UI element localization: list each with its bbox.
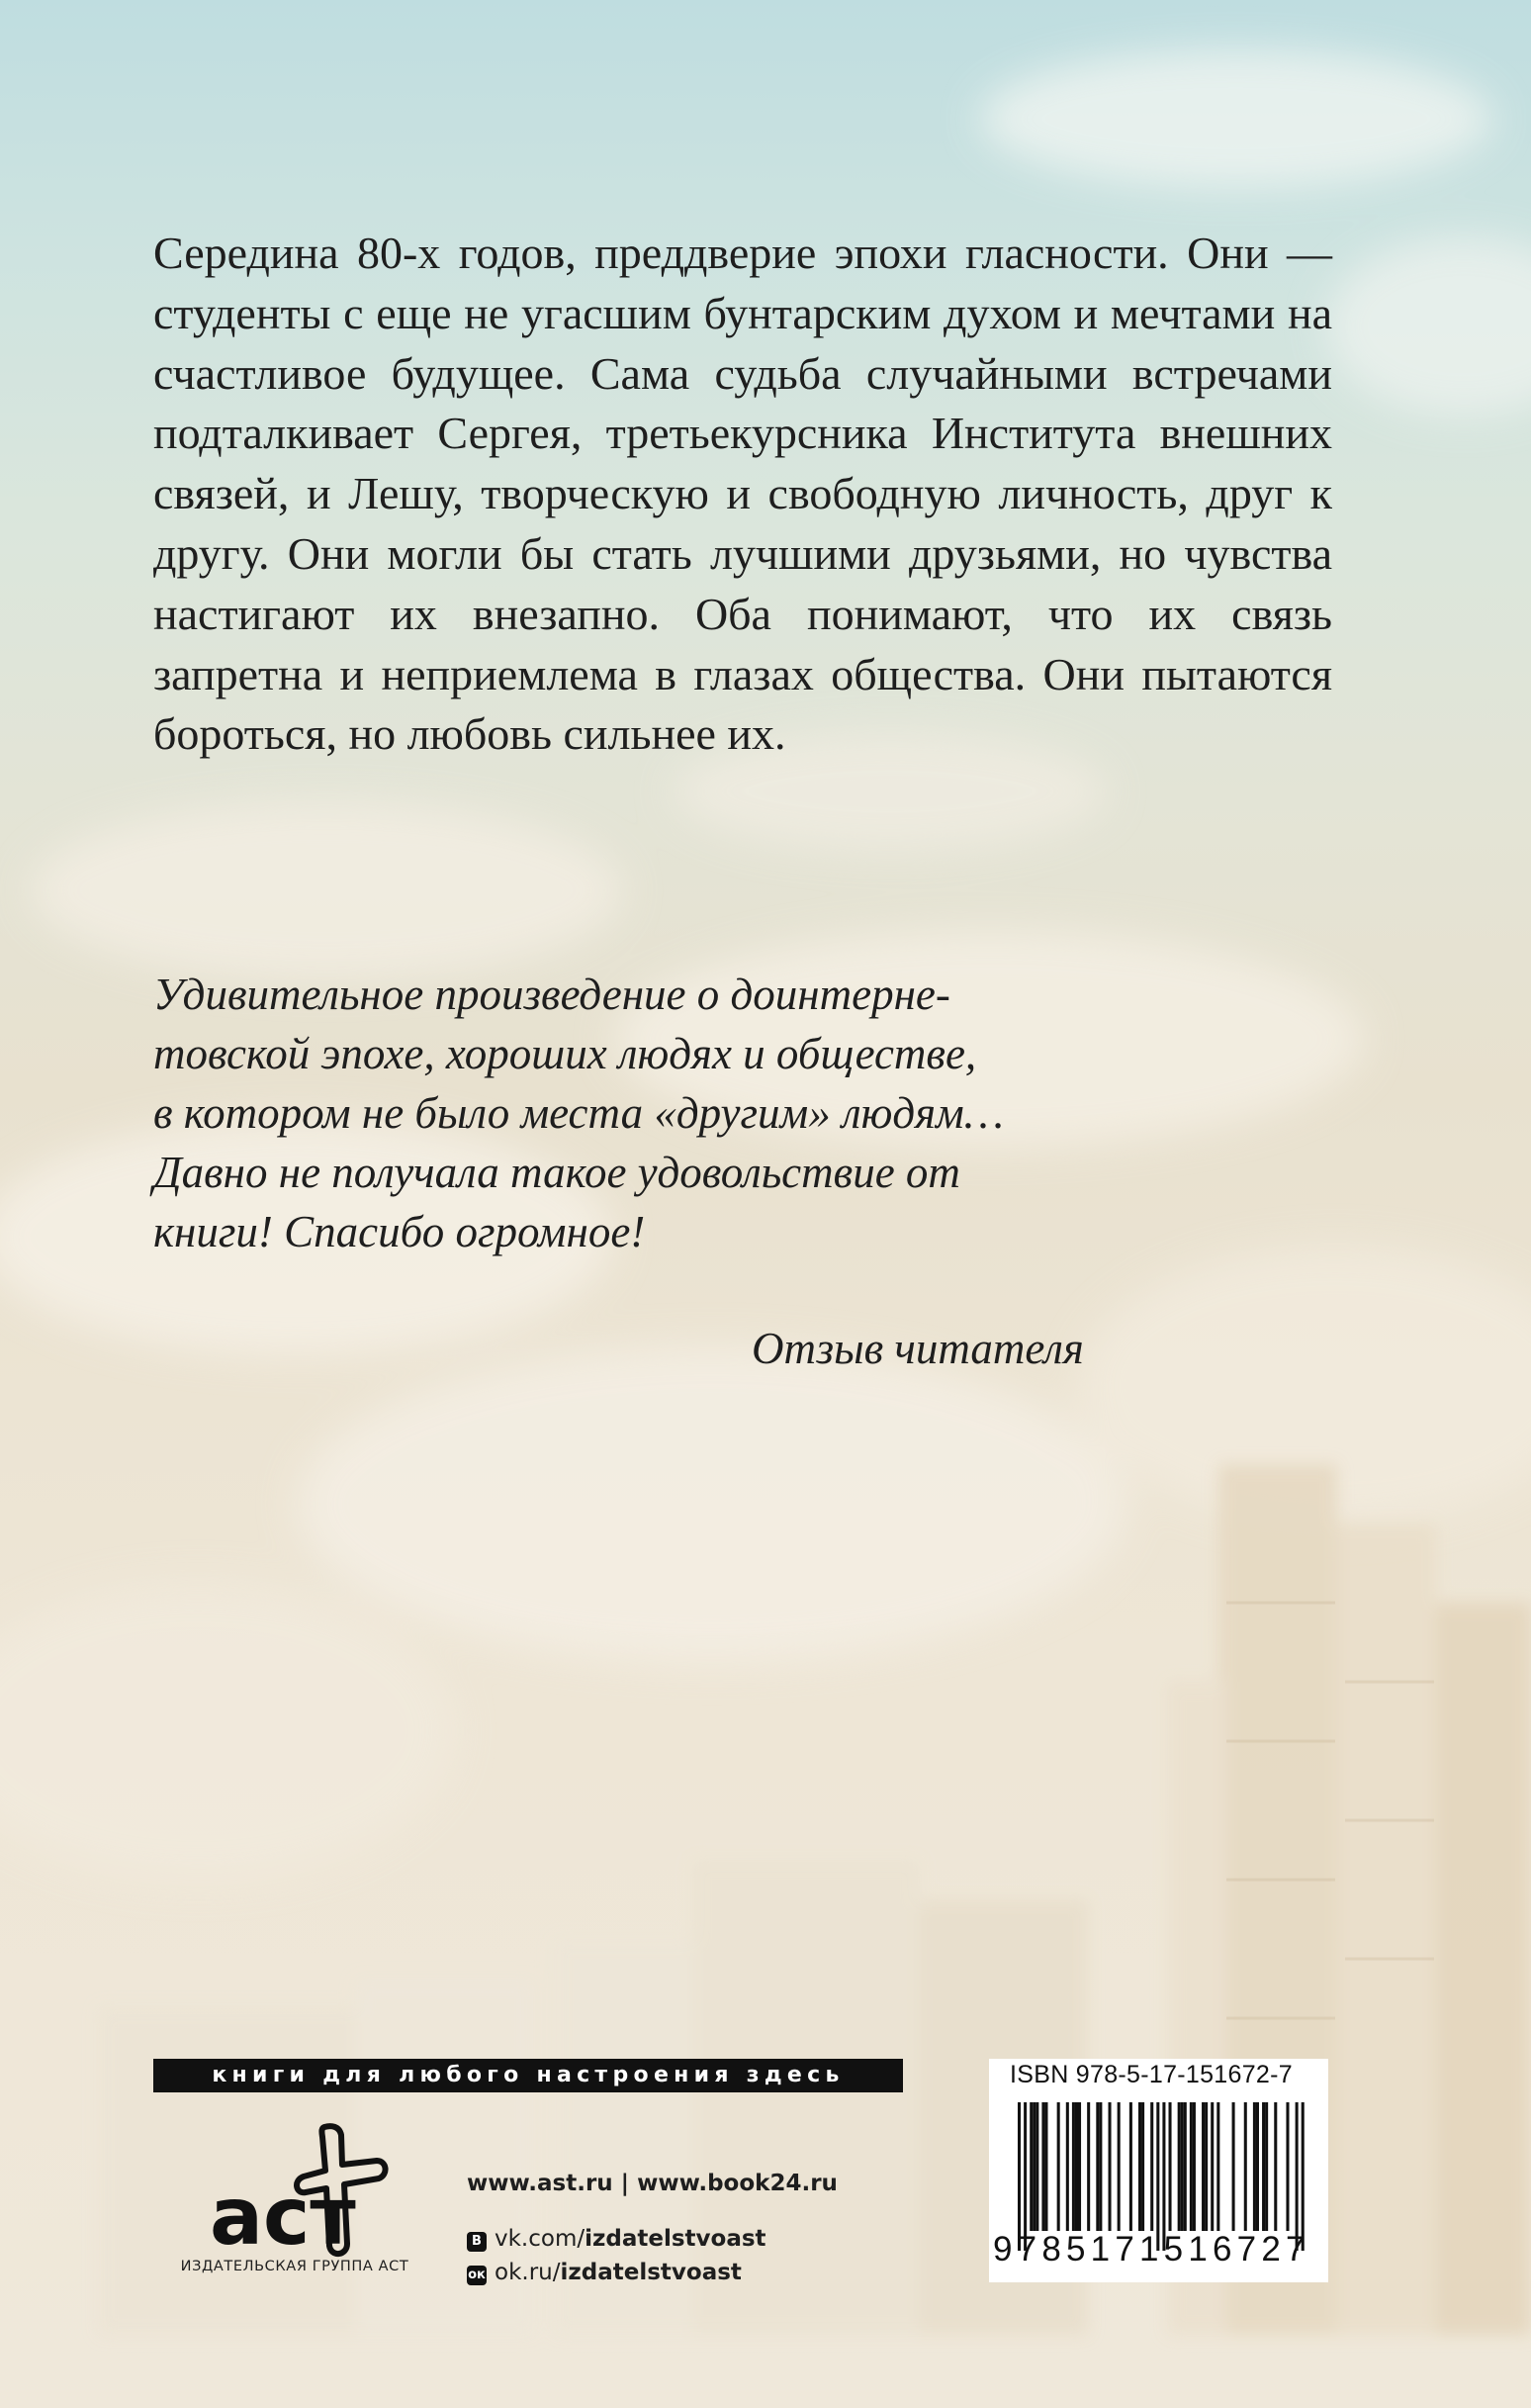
barcode-bar — [1041, 2102, 1044, 2231]
barcode-bar — [1109, 2102, 1112, 2231]
review-line: Давно не получала такое удовольствие от — [153, 1148, 960, 1197]
barcode-bar — [1024, 2102, 1027, 2251]
barcode-bar — [1184, 2102, 1187, 2231]
review-line: товской эпохе, хороших людях и обществе, — [153, 1029, 977, 1078]
barcode-bar — [1256, 2102, 1259, 2231]
barcode-bar — [1036, 2102, 1038, 2231]
barcode-bar — [1296, 2102, 1299, 2251]
website-links — [467, 2167, 838, 2200]
ast-website-link[interactable]: www.ast.ru — [467, 2171, 613, 2196]
barcode-bar — [1138, 2102, 1141, 2231]
barcode-digits: 9785171516727 — [993, 2230, 1310, 2269]
barcode-bar — [1072, 2102, 1075, 2231]
ok-prefix: ok.ru/ — [495, 2260, 561, 2285]
barcode-bar — [1211, 2102, 1214, 2231]
book24-website-link[interactable]: www.book24.ru — [637, 2171, 838, 2196]
vk-handle: izdatelstvoast — [585, 2226, 766, 2252]
barcode-bar — [1262, 2102, 1265, 2231]
barcode-bar — [1078, 2102, 1081, 2231]
barcode-bar — [1087, 2102, 1090, 2231]
barcode-bar — [1057, 2102, 1060, 2231]
barcode-bar — [1216, 2102, 1219, 2231]
review-line: Удивительное произведение о доинтерне- — [153, 970, 950, 1019]
barcode-bar — [1265, 2102, 1268, 2231]
ok-handle: izdatelstvoast — [560, 2260, 742, 2285]
barcode-bar — [1150, 2102, 1153, 2231]
vk-link[interactable] — [467, 2222, 766, 2256]
barcode-bar — [1018, 2102, 1021, 2251]
barcode-bar — [1253, 2102, 1256, 2231]
barcode-bar — [1118, 2102, 1121, 2231]
barcode-bar — [1202, 2102, 1205, 2231]
isbn-label: ISBN 978-5-17-151672-7 — [1010, 2061, 1293, 2088]
review-line: в котором не было места «другим» людям… — [153, 1088, 1004, 1138]
barcode-bar — [1232, 2102, 1235, 2231]
barcode-bar — [1075, 2102, 1078, 2231]
ok-link[interactable] — [467, 2256, 742, 2289]
barcode-bar — [1099, 2102, 1102, 2231]
barcode-bar — [1178, 2102, 1181, 2231]
barcode-bar — [1193, 2102, 1196, 2231]
book-synopsis: Середина 80-х годов, преддверие эпохи гласности. Они — студенты с еще не угасшим бунтарским духом и мечтами на счастливое будущее. Сама судьба случайными встречами подталкивает Сергея, третьекурсника Института внешних связей, и Лешу, творческую и свободную личность, друг к другу. Они могли бы стать лучшими друзьями, но чувства настигают их внезапно. Оба понимают, что их связь запретна и неприемлема в глазах общества. Они пытаются бороться, но любовь сильнее их. — [153, 228, 1332, 760]
barcode-bar — [1156, 2102, 1159, 2251]
vk-prefix: vk.com/ — [495, 2226, 585, 2252]
barcode-bar — [1044, 2102, 1047, 2231]
barcode-bar — [1066, 2102, 1069, 2231]
barcode-bar — [1274, 2102, 1277, 2231]
review-line: книги! Спасибо огромное! — [153, 1207, 646, 1256]
review-attribution: Отзыв читателя — [752, 1324, 1084, 1373]
logo-wordmark: аст — [210, 2171, 356, 2263]
barcode-bar — [1033, 2102, 1036, 2231]
barcode-bar — [1141, 2102, 1144, 2231]
barcode-bar — [1162, 2102, 1165, 2251]
publisher-caption: ИЗДАТЕЛЬСКАЯ ГРУППА АСТ — [180, 2259, 409, 2274]
link-separator: | — [620, 2171, 630, 2196]
barcode-bar — [1302, 2102, 1305, 2251]
reader-review — [153, 965, 1103, 1261]
barcode-bar — [1030, 2102, 1033, 2231]
barcode-bar — [1129, 2102, 1132, 2231]
barcode-bar — [1190, 2102, 1193, 2231]
barcode-bar — [1169, 2102, 1172, 2231]
ast-logo — [183, 2117, 410, 2275]
barcode-bar — [1096, 2102, 1099, 2231]
vk-icon: В — [467, 2232, 487, 2252]
barcode-bar — [1181, 2102, 1184, 2231]
barcode-bar — [1205, 2102, 1208, 2231]
ok-icon: ок — [467, 2266, 487, 2285]
barcode-bar — [1244, 2102, 1247, 2231]
barcode-bar — [1286, 2102, 1289, 2231]
tagline-banner: книги для любого настроения здесь — [153, 2059, 903, 2092]
